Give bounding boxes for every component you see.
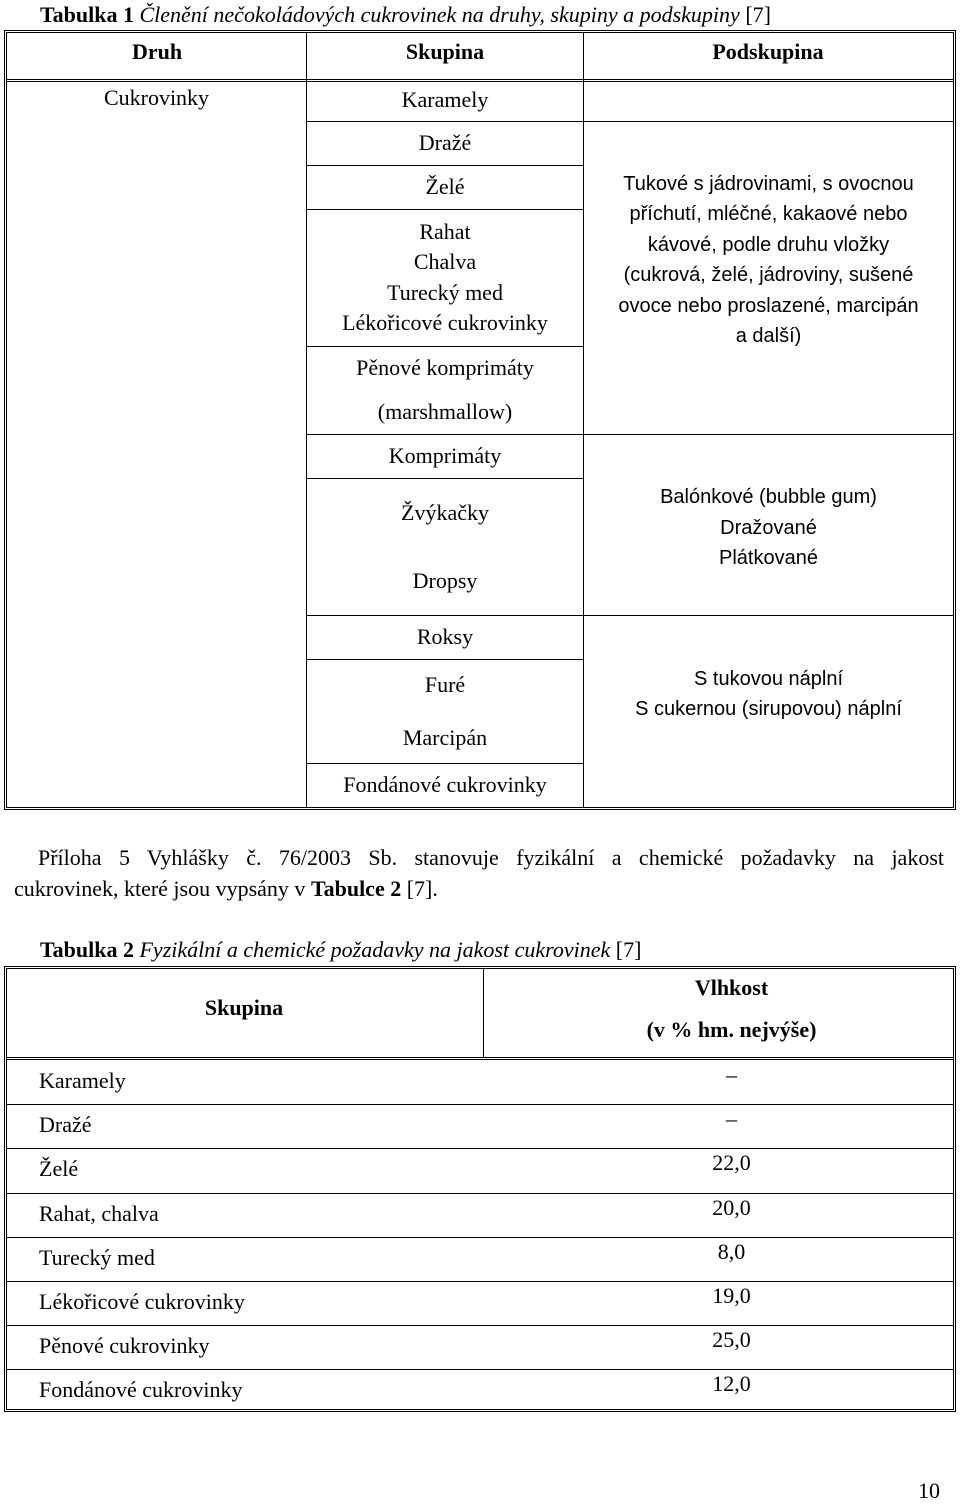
row-label: Fondánové cukrovinky (39, 1377, 243, 1403)
podskupina-zvykacky (584, 478, 953, 578)
skupina-fure-marcipan: Furé Marcipán (402, 672, 488, 750)
header-skupina: Skupina (405, 39, 485, 64)
skupina-penove-komprimaty: Pěnové komprimáty (marshmallow) (356, 355, 534, 424)
table2 (4, 966, 956, 1412)
podskupina-fure (584, 659, 953, 729)
podskupina-line: S tukovou náplní (694, 667, 843, 690)
row-value: 20,0 (712, 1194, 751, 1220)
paragraph (14, 842, 944, 904)
row-label: Lékořicové cukrovinky (39, 1289, 245, 1314)
table1 (4, 30, 956, 810)
header-vlhkost: Vlhkost (694, 975, 769, 1000)
podskupina-line: ovoce nebo proslazené, marcipán (618, 294, 919, 317)
row-label: Pěnové cukrovinky (39, 1333, 210, 1359)
row-label: Turecký med (39, 1244, 155, 1270)
podskupina-line: příchutí, mléčné, kakaové nebo (629, 203, 908, 225)
row-label: Dražé (39, 1112, 92, 1138)
header-druh: Druh (131, 39, 183, 64)
row-value: 19,0 (712, 1283, 751, 1308)
header-podskupina: Podskupina (712, 39, 824, 64)
table1-caption-title: Členění nečokoládových cukrovinek na druhy, skupiny a podskupiny (139, 2, 740, 27)
row-value: 8,0 (717, 1238, 746, 1264)
row-value: – (726, 1106, 737, 1132)
table2-caption-label: Tabulka 2 (40, 937, 134, 962)
table1-caption-ref: [7] (745, 2, 771, 27)
skupina-zele: Želé (425, 174, 465, 199)
podskupina-line: S cukernou (sirupovou) náplní (635, 698, 902, 720)
table1-header-row (7, 33, 953, 82)
podskupina-line: Tukové s jádrovinami, s ovocnou (623, 172, 914, 195)
podskupina-line: Dražované (720, 516, 817, 539)
podskupina-line: Plátkované (719, 547, 818, 570)
header-skupina: Skupina (204, 995, 284, 1020)
table2-caption-ref: [7] (615, 937, 642, 962)
page-number: 10 (918, 1478, 940, 1503)
skupina-karamely: Karamely (401, 87, 489, 112)
row-label: Rahat, chalva (39, 1200, 159, 1226)
row-label: Želé (39, 1156, 79, 1182)
row-value: 22,0 (712, 1150, 751, 1176)
table2-header-row (7, 969, 953, 1060)
podskupina-line: a další) (735, 325, 802, 347)
podskupina-line: (cukrová, želé, jádroviny, sušené (623, 264, 914, 286)
druh-cell: Cukrovinky (103, 85, 210, 110)
skupina-fondanove: Fondánové cukrovinky (343, 772, 547, 797)
table2-caption-title: Fyzikální a chemické požadavky na jakost cukrovinek (139, 937, 611, 962)
skupina-zvykacky-dropsy: Žvýkačky Dropsy (401, 499, 489, 593)
table2-caption (40, 937, 641, 963)
skupina-komprimaty: Komprimáty (388, 443, 502, 468)
table1-caption-label: Tabulka 1 (40, 2, 134, 27)
row-value: – (726, 1062, 737, 1087)
podskupina-line: Balónkové (bubble gum) (660, 486, 877, 509)
row-label: Karamely (39, 1068, 126, 1093)
skupina-rahat-chalva-med-lekorice: Rahat Chalva Turecký med Lékořicové cukrovinky (342, 218, 548, 335)
paragraph-line1: Příloha 5 Vyhlášky č. 76/2003 Sb. stanovuje fyzikální a chemické požadavky na jakost (38, 845, 944, 870)
header-vlhkost-unit: (v % hm. nejvýše) (646, 1017, 817, 1042)
skupina-draze: Dražé (418, 130, 472, 155)
row-value: 25,0 (712, 1327, 751, 1353)
podskupina-draze (584, 165, 953, 355)
paragraph-line2: cukrovinek, které jsou vypsány v Tabulce 2 [7]. (14, 876, 438, 901)
podskupina-line: kávové, podle druhu vložky (647, 233, 890, 256)
table1-caption (40, 2, 771, 28)
skupina-roksy: Roksy (416, 624, 474, 649)
row-value: 12,0 (712, 1371, 751, 1397)
